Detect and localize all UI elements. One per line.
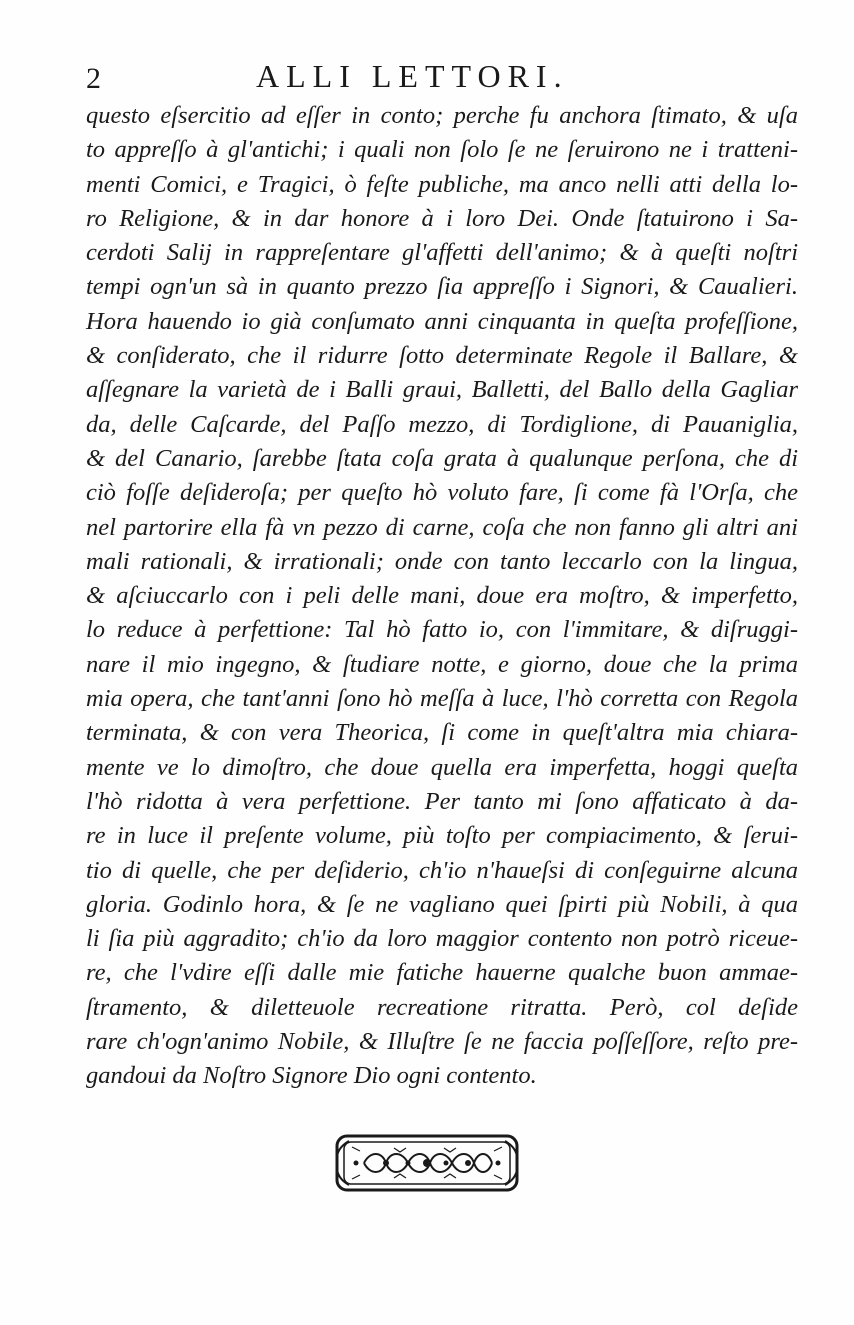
text-line: aſſegnare la varietà de i Balli graui, Balletti, del Ballo della Gagliar <box>86 376 798 404</box>
printers-ornament-icon <box>334 1133 520 1193</box>
text-line: nare il mio ingegno, & ſtudiare notte, e giorno, doue che la prima <box>86 650 798 678</box>
text-line: & conſiderato, che il ridurre ſotto determinate Regole il Ballare, & <box>86 342 798 370</box>
text-line: tio di quelle, che per deſiderio, ch'io n'haueſsi di conſeguirne alcuna <box>86 856 798 884</box>
text-line: menti Comici, e Tragici, ò feſte publiche, ma anco nelli atti della lo- <box>86 170 798 198</box>
text-line: nel partorire ella fà vn pezzo di carne, coſa che non fanno gli altri ani <box>86 513 798 541</box>
text-line: to appreſſo à gl'antichi; i quali non ſolo ſe ne ſeruirono ne i tratteni- <box>86 136 798 164</box>
text-line: l'hò ridotta à vera perfettione. Per tanto mi ſono affaticato à da- <box>86 787 798 815</box>
text-line: & del Canario, ſarebbe ſtata coſa grata à qualunque perſona, che di <box>86 444 798 472</box>
text-line: re in luce il preſente volume, più toſto per compiacimento, & ſerui- <box>86 822 798 850</box>
text-line: tempi ogn'un sà in quanto prezzo ſia appreſſo i Signori, & Caualieri. <box>86 273 798 301</box>
text-line: terminata, & con vera Theorica, ſi come in queſt'altra mia chiara- <box>86 719 798 747</box>
text-line: li ſia più aggradito; ch'io da loro maggior contento non potrò riceue- <box>86 925 798 953</box>
running-title: ALLI LETTORI. <box>256 58 569 94</box>
text-line: cerdoti Salij in rappreſentare gl'affetti dell'animo; & à queſti noſtri <box>86 239 798 267</box>
text-line: re, che l'vdire eſſi dalle mie fatiche hauerne qualche buon ammae- <box>86 959 798 987</box>
text-line-last: gandoui da Noſtro Signore Dio ogni contento. <box>86 1062 537 1090</box>
text-line: & aſciuccarlo con i peli delle mani, doue era moſtro, & imperfetto, <box>86 582 798 610</box>
page-number: 2 <box>86 62 101 95</box>
text-line: rare ch'ogn'animo Nobile, & Illuſtre ſe ne faccia poſſeſſore, reſto pre- <box>86 1028 798 1056</box>
text-line: lo reduce à perfettione: Tal hò fatto io, con l'immitare, & diſruggi- <box>86 616 798 644</box>
text-line: da, delle Caſcarde, del Paſſo mezzo, di Tordiglione, di Pauaniglia, <box>86 410 798 438</box>
text-line: mente ve lo dimoſtro, che doue quella era imperfetta, hoggi queſta <box>86 753 798 781</box>
text-line: gloria. Godinlo hora, & ſe ne vagliano quei ſpirti più Nobili, à qua <box>86 890 798 918</box>
text-line: mali rationali, & irrationali; onde con tanto leccarlo con la lingua, <box>86 547 798 575</box>
text-line: ciò foſſe deſideroſa; per queſto hò voluto fare, ſi come fà l'Orſa, che <box>86 479 798 507</box>
text-line: mia opera, che tant'anni ſono hò meſſa à luce, l'hò corretta con Regola <box>86 685 798 713</box>
running-head <box>86 58 786 98</box>
text-line: ro Religione, & in dar honore à i loro Dei. Onde ſtatuirono i Sa- <box>86 204 798 232</box>
text-line: Hora hauendo io già conſumato anni cinquanta in queſta profeſſione, <box>86 307 798 335</box>
text-line: questo eſsercitio ad eſſer in conto; perche fu anchora ſtimato, & uſa <box>86 102 798 129</box>
text-line: ſtramento, & diletteuole recreatione ritratta. Però, col deſide <box>86 993 798 1021</box>
body-text <box>86 99 798 1094</box>
